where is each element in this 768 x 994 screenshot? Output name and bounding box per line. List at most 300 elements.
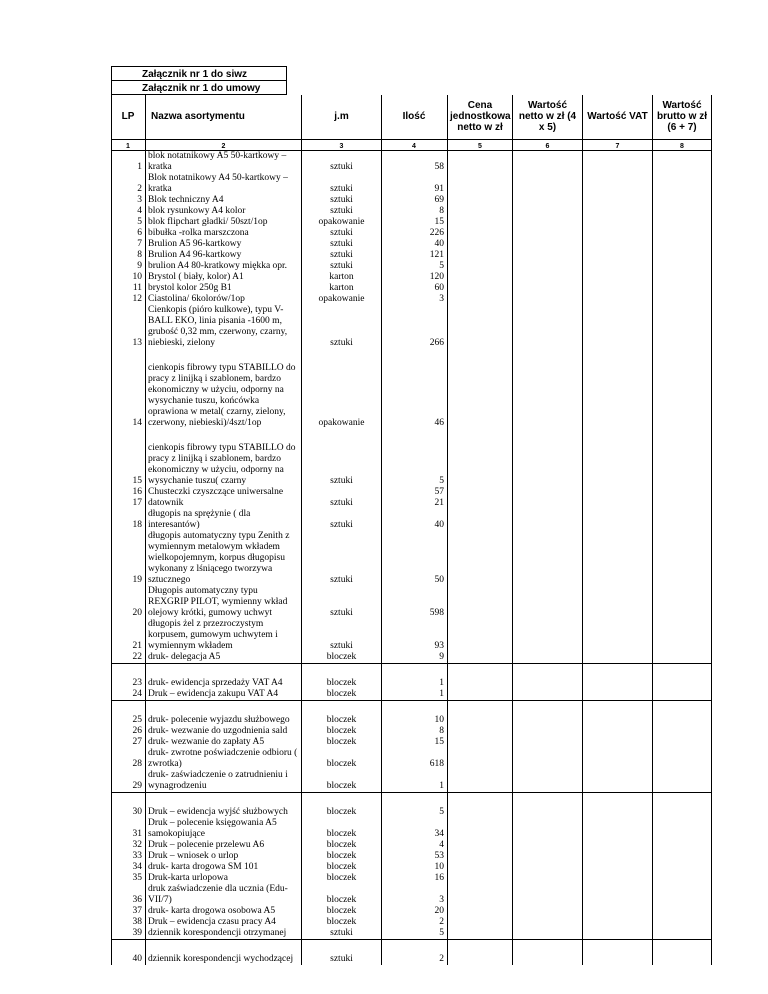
row-unit: sztuki	[302, 619, 382, 652]
assortment-table	[111, 95, 712, 965]
row-unit: bloczek	[302, 737, 382, 748]
row-lp: 22	[112, 652, 146, 664]
row-lp: 13	[112, 305, 146, 349]
spacer-cell	[382, 663, 448, 678]
spacer-cell	[653, 429, 712, 443]
row-name: brystol kolor 250g B1	[146, 283, 302, 294]
row-quantity: 5	[382, 261, 448, 272]
row-cena	[448, 509, 513, 531]
row-vat	[583, 363, 653, 429]
row-brutto	[653, 851, 712, 862]
row-lp: 5	[112, 217, 146, 228]
spacer-cell	[448, 663, 513, 678]
table-row	[112, 840, 712, 851]
row-netto	[513, 840, 583, 851]
row-cena	[448, 206, 513, 217]
row-brutto	[653, 586, 712, 619]
row-brutto	[653, 272, 712, 283]
spacer-cell	[112, 700, 146, 715]
row-name: Ciastolina/ 6kolorów/1op	[146, 294, 302, 305]
row-brutto	[653, 261, 712, 272]
row-lp: 36	[112, 884, 146, 906]
row-brutto	[653, 487, 712, 498]
row-lp: 30	[112, 807, 146, 818]
row-cena	[448, 305, 513, 349]
row-lp: 29	[112, 770, 146, 793]
row-netto	[513, 715, 583, 726]
col-number: 7	[583, 139, 653, 150]
row-name: Brulion A5 96-kartkowy	[146, 239, 302, 250]
row-name: Blok notatnikowy A4 50-kartkowy –kratka	[146, 173, 302, 195]
row-vat	[583, 228, 653, 239]
row-quantity: 1	[382, 678, 448, 689]
row-lp: 31	[112, 818, 146, 840]
row-spacer	[112, 429, 712, 443]
row-netto	[513, 619, 583, 652]
attachment-title-umowa: Załącznik nr 1 do umowy	[112, 81, 287, 95]
row-cena	[448, 715, 513, 726]
row-brutto	[653, 770, 712, 793]
spacer-cell	[146, 700, 302, 715]
row-cena	[448, 531, 513, 586]
row-quantity: 53	[382, 851, 448, 862]
row-vat	[583, 239, 653, 250]
row-cena	[448, 840, 513, 851]
row-netto	[513, 884, 583, 906]
row-name: druk- karta drogowa osobowa A5	[146, 906, 302, 917]
row-cena	[448, 294, 513, 305]
row-unit: sztuki	[302, 206, 382, 217]
row-unit: sztuki	[302, 239, 382, 250]
row-brutto	[653, 294, 712, 305]
table-row	[112, 239, 712, 250]
spacer-cell	[382, 939, 448, 954]
row-netto	[513, 737, 583, 748]
row-name: dziennik korespondencji wychodzącej	[146, 954, 302, 965]
spacer-cell	[653, 349, 712, 363]
header-name: Nazwa asortymentu	[146, 95, 302, 139]
row-netto	[513, 770, 583, 793]
row-netto	[513, 195, 583, 206]
table-row	[112, 509, 712, 531]
spacer-cell	[302, 700, 382, 715]
row-brutto	[653, 509, 712, 531]
row-vat	[583, 770, 653, 793]
row-netto	[513, 150, 583, 173]
row-lp: 4	[112, 206, 146, 217]
row-vat	[583, 917, 653, 928]
table-row	[112, 531, 712, 586]
row-cena	[448, 807, 513, 818]
row-unit: bloczek	[302, 873, 382, 884]
row-lp: 23	[112, 678, 146, 689]
row-name: Druk – ewidencja czasu pracy A4	[146, 917, 302, 928]
row-vat	[583, 531, 653, 586]
row-quantity: 3	[382, 294, 448, 305]
row-brutto	[653, 715, 712, 726]
row-netto	[513, 678, 583, 689]
row-lp: 37	[112, 906, 146, 917]
spacer-cell	[513, 663, 583, 678]
table-row	[112, 619, 712, 652]
col-number: 5	[448, 139, 513, 150]
row-name: Brystol ( biały, kolor) A1	[146, 272, 302, 283]
row-name: bibułka -rolka marszczona	[146, 228, 302, 239]
row-brutto	[653, 726, 712, 737]
table-row	[112, 443, 712, 487]
row-unit: bloczek	[302, 818, 382, 840]
row-quantity: 226	[382, 228, 448, 239]
table-row	[112, 294, 712, 305]
row-quantity: 58	[382, 150, 448, 173]
row-netto	[513, 689, 583, 701]
table-row	[112, 498, 712, 509]
row-brutto	[653, 619, 712, 652]
row-quantity: 9	[382, 652, 448, 664]
row-name: blok notatnikowy A5 50-kartkowy –kratka	[146, 150, 302, 173]
row-lp: 38	[112, 917, 146, 928]
row-cena	[448, 917, 513, 928]
row-cena	[448, 726, 513, 737]
header-lp: LP	[112, 95, 146, 139]
spacer-cell	[583, 792, 653, 807]
row-lp: 26	[112, 726, 146, 737]
row-unit: opakowanie	[302, 363, 382, 429]
row-name: Długopis automatyczny typu REXGRIP PILOT, wymienny wkład olejowy krótki, gumowy uchwyt	[146, 586, 302, 619]
row-unit: bloczek	[302, 678, 382, 689]
row-cena	[448, 689, 513, 701]
table-body	[112, 150, 712, 965]
row-unit: sztuki	[302, 531, 382, 586]
spacer-cell	[448, 349, 513, 363]
row-brutto	[653, 652, 712, 664]
row-brutto	[653, 737, 712, 748]
table-row	[112, 363, 712, 429]
row-brutto	[653, 443, 712, 487]
row-unit	[302, 487, 382, 498]
spacer-cell	[382, 700, 448, 715]
row-name: druk- polecenie wyjazdu służbowego	[146, 715, 302, 726]
row-netto	[513, 228, 583, 239]
row-cena	[448, 498, 513, 509]
row-vat	[583, 619, 653, 652]
row-lp: 18	[112, 509, 146, 531]
table-row	[112, 884, 712, 906]
header-jm: j.m	[302, 95, 382, 139]
row-lp: 28	[112, 748, 146, 770]
table-row	[112, 737, 712, 748]
row-name: Druk – polecenie księgowania A5 samokopiujące	[146, 818, 302, 840]
row-name: druk- karta drogowa SM 101	[146, 862, 302, 873]
row-lp: 1	[112, 150, 146, 173]
row-unit: karton	[302, 283, 382, 294]
row-vat	[583, 906, 653, 917]
spacer-cell	[302, 792, 382, 807]
row-brutto	[653, 228, 712, 239]
col-number: 8	[653, 139, 712, 150]
row-lp: 10	[112, 272, 146, 283]
spacer-cell	[583, 700, 653, 715]
row-netto	[513, 173, 583, 195]
spacer-cell	[448, 429, 513, 443]
row-brutto	[653, 283, 712, 294]
table-row	[112, 305, 712, 349]
table-row	[112, 689, 712, 701]
table-row	[112, 150, 712, 173]
row-vat	[583, 217, 653, 228]
row-vat	[583, 294, 653, 305]
spacer-cell	[653, 663, 712, 678]
row-netto	[513, 261, 583, 272]
row-unit: bloczek	[302, 917, 382, 928]
spacer-cell	[112, 663, 146, 678]
row-netto	[513, 363, 583, 429]
row-quantity: 4	[382, 840, 448, 851]
row-cena	[448, 228, 513, 239]
row-quantity: 8	[382, 206, 448, 217]
table-row	[112, 873, 712, 884]
row-lp: 12	[112, 294, 146, 305]
row-netto	[513, 294, 583, 305]
spacer-cell	[448, 700, 513, 715]
row-lp: 3	[112, 195, 146, 206]
row-netto	[513, 954, 583, 965]
row-cena	[448, 195, 513, 206]
row-brutto	[653, 818, 712, 840]
row-netto	[513, 250, 583, 261]
row-brutto	[653, 873, 712, 884]
row-lp: 32	[112, 840, 146, 851]
row-brutto	[653, 917, 712, 928]
row-unit: sztuki	[302, 498, 382, 509]
row-brutto	[653, 840, 712, 851]
row-vat	[583, 954, 653, 965]
row-spacer	[112, 939, 712, 954]
row-lp: 27	[112, 737, 146, 748]
row-cena	[448, 884, 513, 906]
row-name: Brulion A4 96-kartkowy	[146, 250, 302, 261]
table-row	[112, 851, 712, 862]
row-name: długopis żel z przezroczystym korpusem, gumowym uchwytem i wymiennym wkładem	[146, 619, 302, 652]
row-name: Druk-karta urlopowa	[146, 873, 302, 884]
spacer-cell	[302, 349, 382, 363]
row-vat	[583, 884, 653, 906]
row-brutto	[653, 305, 712, 349]
row-netto	[513, 906, 583, 917]
row-lp: 9	[112, 261, 146, 272]
row-netto	[513, 586, 583, 619]
row-quantity: 15	[382, 737, 448, 748]
row-name: Druk – ewidencja wyjść służbowych	[146, 807, 302, 818]
row-brutto	[653, 748, 712, 770]
row-quantity: 91	[382, 173, 448, 195]
row-brutto	[653, 250, 712, 261]
row-spacer	[112, 349, 712, 363]
row-quantity: 40	[382, 239, 448, 250]
row-cena	[448, 652, 513, 664]
row-quantity: 20	[382, 906, 448, 917]
row-vat	[583, 443, 653, 487]
row-vat	[583, 873, 653, 884]
header-brutto: Wartość brutto w zł (6 + 7)	[653, 95, 712, 139]
row-cena	[448, 173, 513, 195]
row-vat	[583, 862, 653, 873]
row-unit: bloczek	[302, 726, 382, 737]
row-lp: 11	[112, 283, 146, 294]
row-netto	[513, 531, 583, 586]
row-brutto	[653, 928, 712, 940]
row-quantity: 10	[382, 715, 448, 726]
row-cena	[448, 363, 513, 429]
row-quantity: 1	[382, 689, 448, 701]
spacer-cell	[653, 700, 712, 715]
row-vat	[583, 678, 653, 689]
spacer-cell	[112, 939, 146, 954]
row-quantity: 5	[382, 443, 448, 487]
row-netto	[513, 206, 583, 217]
row-name: druk zaświadczenie dla ucznia (Edu-VII/7)	[146, 884, 302, 906]
row-cena	[448, 261, 513, 272]
table-row	[112, 748, 712, 770]
row-name: Druk – wniosek o urlop	[146, 851, 302, 862]
spacer-cell	[146, 429, 302, 443]
row-vat	[583, 726, 653, 737]
row-brutto	[653, 217, 712, 228]
row-quantity: 16	[382, 873, 448, 884]
spacer-cell	[146, 663, 302, 678]
table-row	[112, 678, 712, 689]
row-vat	[583, 173, 653, 195]
header-cena: Cena jednostkowa netto w zł	[448, 95, 513, 139]
table-row	[112, 173, 712, 195]
spacer-cell	[513, 429, 583, 443]
row-quantity: 5	[382, 807, 448, 818]
row-brutto	[653, 862, 712, 873]
row-lp: 20	[112, 586, 146, 619]
spacer-cell	[583, 429, 653, 443]
row-unit: bloczek	[302, 715, 382, 726]
row-name: długopis na sprężynie ( dla interesantów)	[146, 509, 302, 531]
row-quantity: 120	[382, 272, 448, 283]
row-name: datownik	[146, 498, 302, 509]
table-row	[112, 487, 712, 498]
row-lp: 8	[112, 250, 146, 261]
row-vat	[583, 807, 653, 818]
row-quantity: 69	[382, 195, 448, 206]
row-netto	[513, 851, 583, 862]
table-row	[112, 261, 712, 272]
row-cena	[448, 150, 513, 173]
row-unit: bloczek	[302, 884, 382, 906]
row-vat	[583, 715, 653, 726]
table-row	[112, 770, 712, 793]
row-name: Druk – polecenie przelewu A6	[146, 840, 302, 851]
row-netto	[513, 807, 583, 818]
row-unit: sztuki	[302, 150, 382, 173]
row-vat	[583, 261, 653, 272]
row-vat	[583, 818, 653, 840]
row-cena	[448, 928, 513, 940]
row-lp: 14	[112, 363, 146, 429]
header-vat: Wartość VAT	[583, 95, 653, 139]
row-cena	[448, 770, 513, 793]
row-unit: sztuki	[302, 928, 382, 940]
row-netto	[513, 928, 583, 940]
row-cena	[448, 851, 513, 862]
row-name: druk- zwrotne poświadczenie odbioru ( zwrotka)	[146, 748, 302, 770]
row-quantity: 1	[382, 770, 448, 793]
row-cena	[448, 487, 513, 498]
row-unit: bloczek	[302, 748, 382, 770]
row-brutto	[653, 498, 712, 509]
row-quantity: 93	[382, 619, 448, 652]
col-number: 6	[513, 139, 583, 150]
row-vat	[583, 206, 653, 217]
row-name: blok flipchart gładki/ 50szt/1op	[146, 217, 302, 228]
row-unit: bloczek	[302, 770, 382, 793]
table-row	[112, 228, 712, 239]
row-unit: bloczek	[302, 652, 382, 664]
col-number: 1	[112, 139, 146, 150]
row-netto	[513, 283, 583, 294]
table-row	[112, 283, 712, 294]
row-quantity: 5	[382, 928, 448, 940]
table-row	[112, 272, 712, 283]
table-row	[112, 195, 712, 206]
row-name: blok rysunkowy A4 kolor	[146, 206, 302, 217]
row-brutto	[653, 206, 712, 217]
row-spacer	[112, 792, 712, 807]
row-quantity: 10	[382, 862, 448, 873]
spacer-cell	[653, 939, 712, 954]
row-lp: 2	[112, 173, 146, 195]
row-name: dziennik korespondencji otrzymanej	[146, 928, 302, 940]
spacer-cell	[302, 663, 382, 678]
row-netto	[513, 748, 583, 770]
row-unit: sztuki	[302, 195, 382, 206]
spacer-cell	[146, 939, 302, 954]
row-unit: sztuki	[302, 228, 382, 239]
row-quantity: 2	[382, 917, 448, 928]
row-netto	[513, 443, 583, 487]
row-cena	[448, 678, 513, 689]
row-vat	[583, 305, 653, 349]
row-brutto	[653, 150, 712, 173]
row-netto	[513, 272, 583, 283]
row-unit: bloczek	[302, 807, 382, 818]
spacer-cell	[112, 792, 146, 807]
row-name: długopis automatyczny typu Zenith z wymiennym metalowym wkładem wielkopojemnym, korpus długopisu wykonany z lśniącego tworzywa sztucznego	[146, 531, 302, 586]
spacer-cell	[653, 792, 712, 807]
row-name: druk- zaświadczenie o zatrudnieniu i wynagrodzeniu	[146, 770, 302, 793]
row-quantity: 60	[382, 283, 448, 294]
row-netto	[513, 726, 583, 737]
row-unit: bloczek	[302, 906, 382, 917]
row-brutto	[653, 678, 712, 689]
spacer-cell	[513, 939, 583, 954]
row-unit: opakowanie	[302, 294, 382, 305]
row-name: druk- ewidencja sprzedaży VAT A4	[146, 678, 302, 689]
row-netto	[513, 873, 583, 884]
row-cena	[448, 283, 513, 294]
row-name: Chusteczki czyszczące uniwersalne	[146, 487, 302, 498]
header-netto: Wartość netto w zł (4 x 5)	[513, 95, 583, 139]
row-lp: 33	[112, 851, 146, 862]
attachment-title-block	[111, 66, 287, 95]
row-quantity: 266	[382, 305, 448, 349]
spacer-cell	[513, 349, 583, 363]
row-unit: sztuki	[302, 954, 382, 965]
